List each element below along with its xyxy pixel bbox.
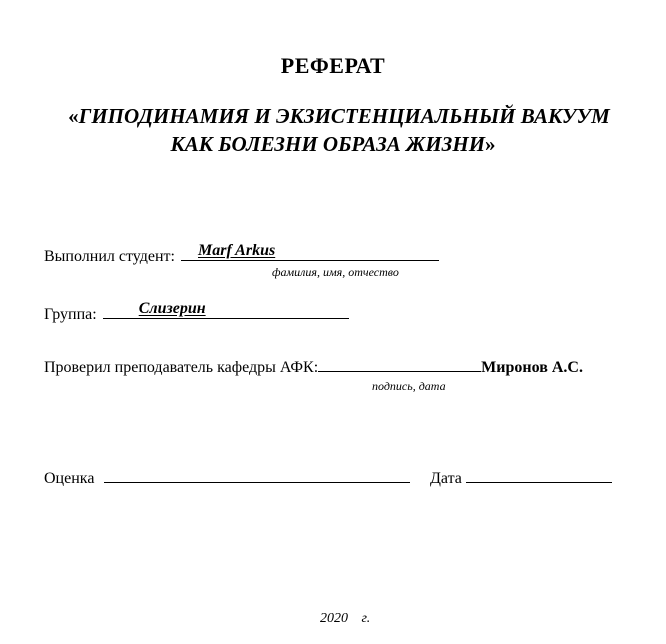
checker-signature-line (318, 357, 481, 372)
year-value: 2020 (320, 611, 348, 626)
year-suffix: г. (361, 611, 371, 626)
group-label: Группа: (44, 306, 97, 323)
group-value: Слизерин (138, 300, 206, 317)
grade-row (44, 468, 410, 488)
checker-name: Миронов А.С. (481, 359, 583, 376)
group-field (103, 301, 349, 319)
group-row (44, 301, 349, 324)
title-line-2-text: КАК БОЛЕЗНИ ОБРАЗА ЖИЗНИ (170, 132, 486, 156)
checker-hint: подпись, дата (372, 379, 446, 393)
date-line (466, 468, 612, 483)
footer-year (320, 611, 370, 627)
student-hint: фамилия, имя, отчество (272, 265, 399, 279)
grade-label: Оценка (44, 470, 95, 487)
checker-row (44, 357, 583, 377)
student-field (181, 243, 439, 261)
student-label: Выполнил студент: (44, 248, 175, 265)
grade-line (104, 468, 410, 483)
title-line-1-text: ГИПОДИНАМИЯ И ЭКЗИСТЕНЦИАЛЬНЫЙ ВАКУУМ (78, 104, 610, 128)
date-label: Дата (430, 470, 462, 487)
document-title-line-2 (0, 132, 666, 157)
title-open-quote: « (68, 104, 79, 128)
document-type-heading: РЕФЕРАТ (280, 53, 386, 78)
student-value: Marf Arkus (197, 242, 276, 259)
document-title-line-1 (0, 104, 666, 129)
title-close-quote: » (485, 132, 496, 156)
date-row (430, 468, 612, 488)
checker-label: Проверил преподаватель кафедры АФК: (44, 359, 319, 376)
student-row (44, 243, 439, 266)
